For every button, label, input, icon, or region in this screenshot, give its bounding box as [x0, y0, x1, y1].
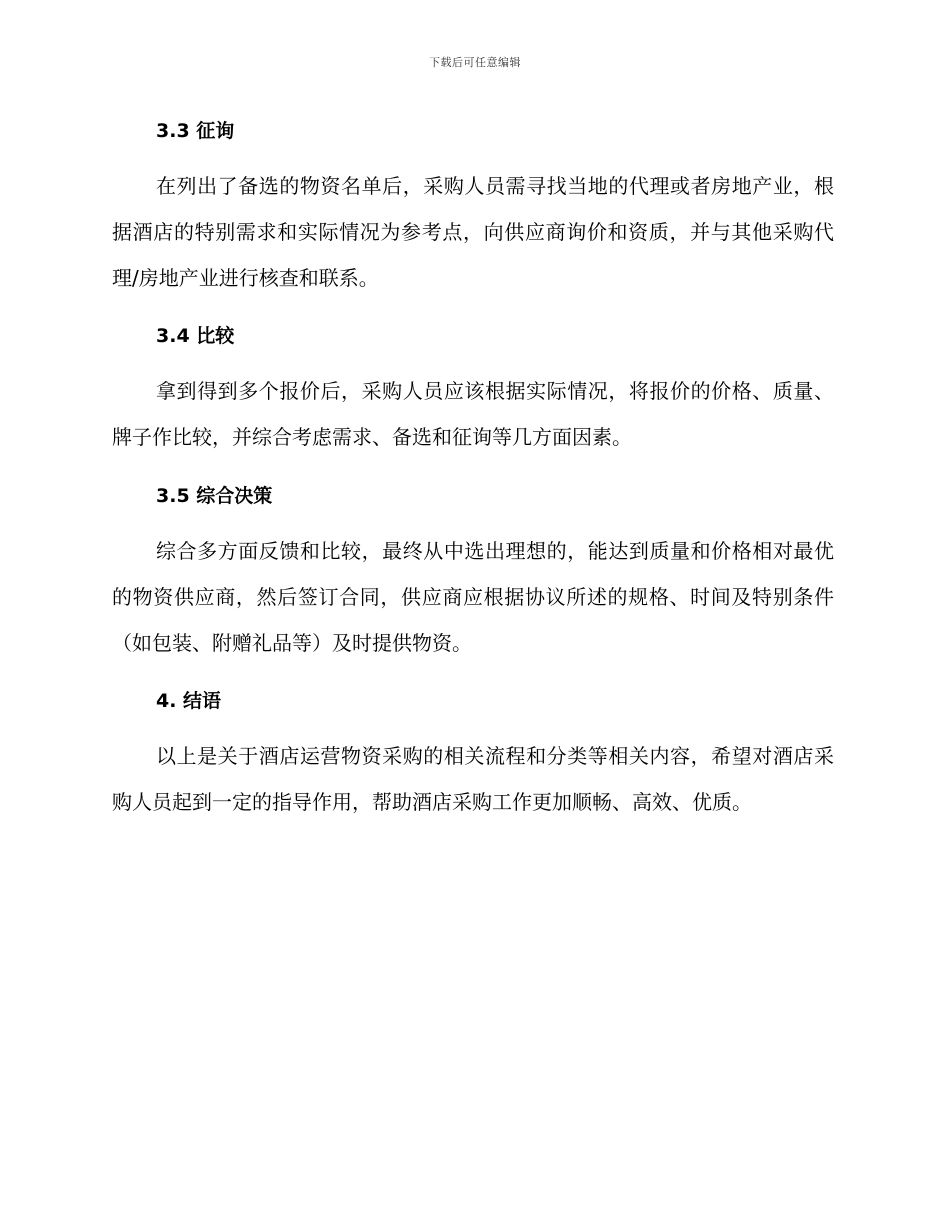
page-header-note: 下载后可任意编辑 [429, 56, 521, 69]
section-paragraph-4: 以上是关于酒店运营物资采购的相关流程和分类等相关内容，希望对酒店采购人员起到一定的指导作用，帮助酒店采购工作更加顺畅、高效、优质。 [112, 744, 834, 814]
section-paragraph-3-3: 在列出了备选的物资名单后，采购人员需寻找当地的代理或者房地产业，根据酒店的特别需求和实际情况为参考点，向供应商询价和资质，并与其他采购代理/房地产业进行核查和联系。 [112, 174, 834, 290]
section-heading-3-5: 3.5 综合决策 [156, 485, 273, 507]
section-paragraph-3-4: 拿到得到多个报价后，采购人员应该根据实际情况，将报价的价格、质量、牌子作比较，并综合考虑需求、备选和征询等几方面因素。 [112, 379, 834, 449]
section-paragraph-3-5: 综合多方面反馈和比较，最终从中选出理想的，能达到质量和价格相对最优的物资供应商，然后签订合同，供应商应根据协议所述的规格、时间及特别条件（如包装、附赠礼品等）及时提供物资。 [112, 539, 834, 655]
section-heading-4: 4. 结语 [156, 690, 222, 712]
section-heading-3-3: 3.3 征询 [156, 120, 235, 142]
section-heading-3-4: 3.4 比较 [156, 325, 235, 347]
